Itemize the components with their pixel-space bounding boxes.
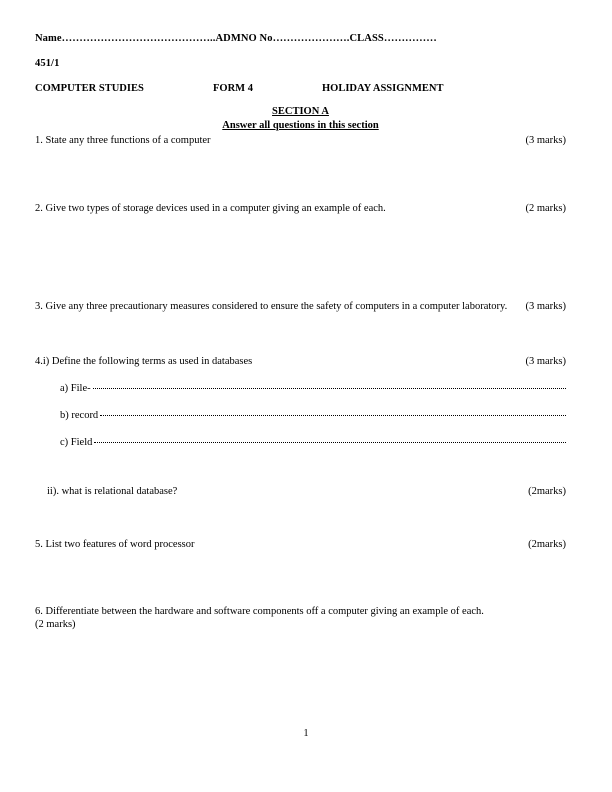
dotted-answer-line xyxy=(100,415,566,416)
question-4ii xyxy=(35,485,566,498)
subject-title: COMPUTER STUDIES xyxy=(35,83,144,94)
question-2-marks: (2 marks) xyxy=(525,203,566,214)
question-3 xyxy=(35,300,566,313)
question-4i-item-c xyxy=(60,436,566,449)
question-4i-item-a xyxy=(60,382,566,395)
question-3-marks: (3 marks) xyxy=(525,301,566,312)
question-2-text: 2. Give two types of storage devices used in a computer giving an example of each. xyxy=(35,203,386,214)
question-5 xyxy=(35,538,566,551)
question-6 xyxy=(35,605,566,631)
question-4i xyxy=(35,355,566,368)
dotted-answer-line xyxy=(94,442,566,443)
name-admno-class-line: Name……………………………………..ADMNO No………………….CLASS…………… xyxy=(35,33,437,44)
dotted-answer-line xyxy=(93,388,566,389)
question-3-text: 3. Give any three precautionary measures considered to ensure the safety of computers in a computer laboratory. xyxy=(35,301,508,312)
question-4i-marks: (3 marks) xyxy=(525,356,566,367)
paper-code: 451/1 xyxy=(35,58,60,69)
question-4i-item-b xyxy=(60,409,566,422)
question-1 xyxy=(35,134,566,147)
section-a-title: SECTION A xyxy=(272,106,329,117)
question-5-text: 5. List two features of word processor xyxy=(35,539,195,550)
form-label: FORM 4 xyxy=(213,83,253,94)
question-1-text: 1. State any three functions of a computer xyxy=(35,135,211,146)
assignment-label: HOLIDAY ASSIGNMENT xyxy=(322,83,444,94)
question-4ii-text: ii). what is relational database? xyxy=(47,486,178,497)
section-instruction: Answer all questions in this section xyxy=(222,120,379,131)
question-2 xyxy=(35,202,566,215)
item-b-label: b) record xyxy=(60,410,99,421)
question-5-marks: (2marks) xyxy=(528,539,566,550)
item-a-label: a) File- xyxy=(60,383,91,394)
page-number: 1 xyxy=(303,728,309,739)
question-1-marks: (3 marks) xyxy=(525,135,566,146)
question-4i-text: 4.i) Define the following terms as used in databases xyxy=(35,356,253,367)
question-4ii-marks: (2marks) xyxy=(528,486,566,497)
title-row xyxy=(35,82,566,95)
question-6-marks: (2 marks) xyxy=(35,619,76,630)
question-6-text: 6. Differentiate between the hardware and software components off a computer giving an example of each. xyxy=(35,606,484,617)
item-c-label: c) Field xyxy=(60,437,93,448)
